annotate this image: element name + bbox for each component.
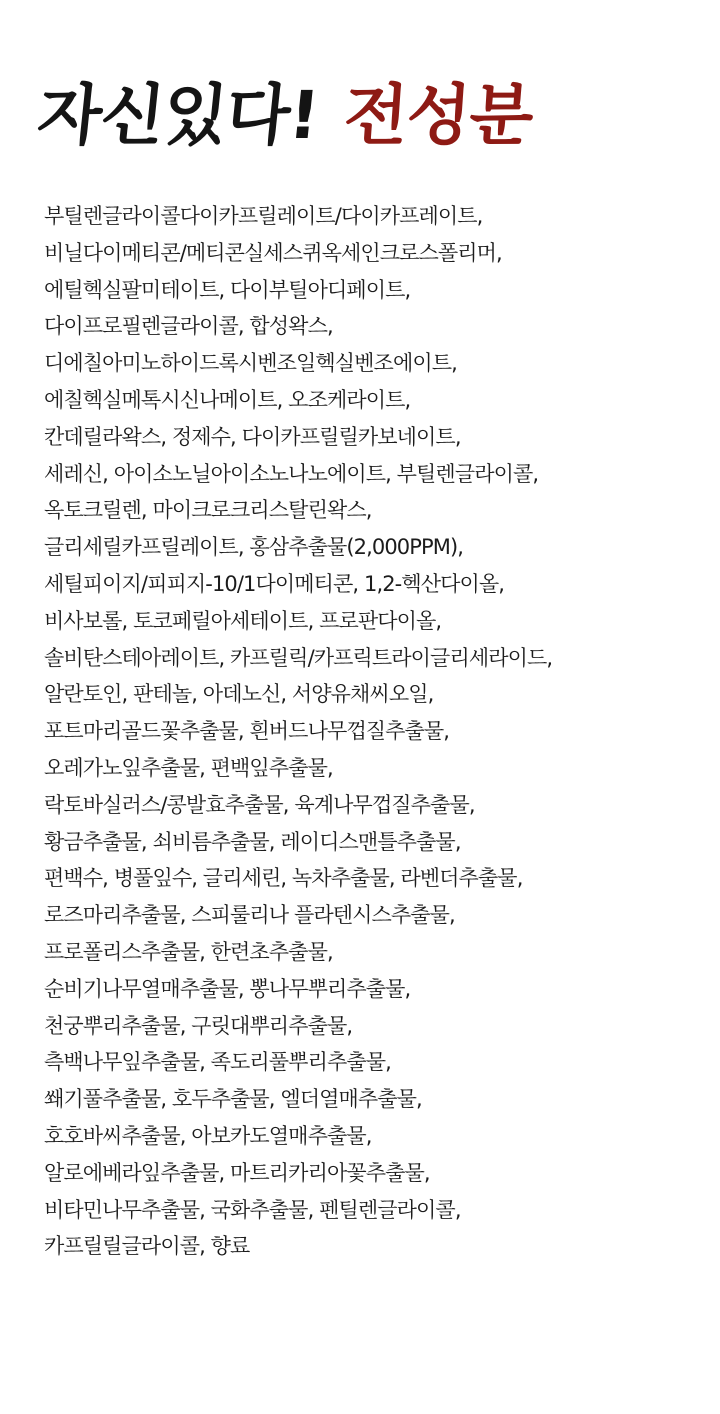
ingredient-list [44, 198, 694, 1265]
ingredient-line: 호호바씨추출물, 아보카도열매추출물, [44, 1123, 372, 1148]
ingredient-line: 비사보롤, 토코페릴아세테이트, 프로판다이올, [44, 608, 442, 633]
ingredient-line: 로즈마리추출물, 스피룰리나 플라텐시스추출물, [44, 903, 455, 928]
ingredient-line: 부틸렌글라이콜다이카프릴레이트/다이카프레이트, [44, 204, 483, 228]
ingredient-line: 순비기나무열매추출물, 뽕나무뿌리추출물, [44, 976, 411, 1001]
ingredient-line: 오레가노잎추출물, 편백잎추출물, [44, 755, 333, 780]
ingredient-line: 비타민나무추출물, 국화추출물, 펜틸렌글라이콜, [44, 1197, 461, 1222]
headline-lead: 자신있다! [34, 77, 323, 154]
ingredient-line: 솔비탄스테아레이트, 카프릴릭/카프릭트라이글리세라이드, [44, 645, 553, 670]
ingredient-line: 다이프로필렌글라이콜, 합성왁스, [44, 314, 333, 339]
ingredient-line: 에칠헥실메톡시신나메이트, 오조케라이트, [44, 387, 411, 412]
ingredient-line: 카프릴릴글라이콜, 향료 [44, 1234, 250, 1259]
ingredient-line: 락토바실러스/콩발효추출물, 육계나무껍질추출물, [44, 792, 475, 817]
ingredient-line: 알로에베라잎추출물, 마트리카리아꽃추출물, [44, 1160, 430, 1185]
ingredient-line: 세틸피이지/피피지-10/1다이메티콘, 1,2-헥산다이올, [44, 571, 505, 596]
headline-emphasis: 전성분 [341, 77, 536, 154]
ingredient-line: 측백나무잎추출물, 족도리풀뿌리추출물, [44, 1050, 391, 1075]
ingredient-line: 쐐기풀추출물, 호두추출물, 엘더열매추출물, [44, 1087, 422, 1112]
ingredient-line: 에틸헥실팔미테이트, 다이부틸아디페이트, [44, 277, 411, 302]
ingredient-line: 디에칠아미노하이드록시벤조일헥실벤조에이트, [44, 351, 457, 376]
ingredient-line: 글리세릴카프릴레이트, 홍삼추출물(2,000PPM), [44, 535, 464, 560]
ingredient-line: 천궁뿌리추출물, 구릿대뿌리추출물, [44, 1013, 353, 1038]
ingredient-line: 옥토크릴렌, 마이크로크리스탈린왁스, [44, 498, 372, 523]
ingredient-line: 황금추출물, 쇠비름추출물, 레이디스맨틀추출물, [44, 829, 461, 854]
ingredient-line: 편백수, 병풀잎수, 글리세린, 녹차추출물, 라벤더추출물, [44, 866, 523, 891]
ingredient-line: 알란토인, 판테놀, 아데노신, 서양유채씨오일, [44, 682, 434, 707]
ingredient-line: 비닐다이메티콘/메티콘실세스퀴옥세인크로스폴리머, [44, 240, 502, 265]
ingredient-line: 포트마리골드꽃추출물, 흰버드나무껍질추출물, [44, 719, 450, 744]
ingredient-line: 칸데릴라왁스, 정제수, 다이카프릴릴카보네이트, [44, 424, 461, 449]
ingredient-line: 세레신, 아이소노닐아이소노나노에이트, 부틸렌글라이콜, [44, 461, 539, 486]
ingredient-line: 프로폴리스추출물, 한련초추출물, [44, 939, 333, 964]
page-headline [34, 66, 536, 166]
